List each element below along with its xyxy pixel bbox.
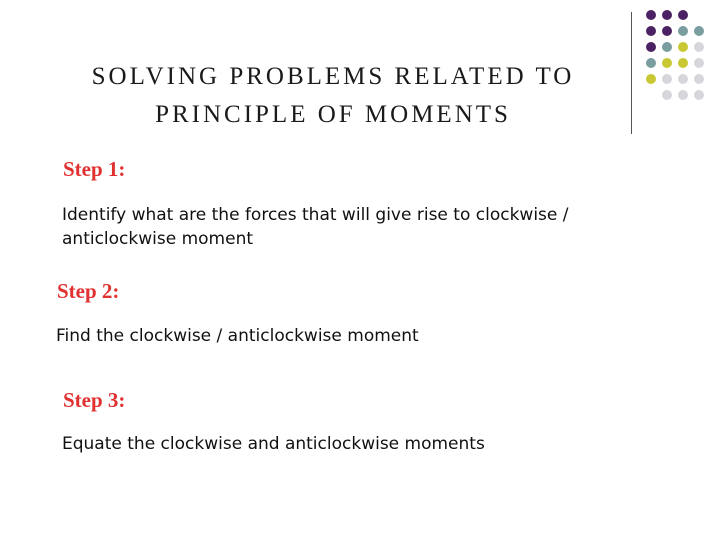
step-1-text: Identify what are the forces that will give rise to clockwise / anticlockwise moment (62, 205, 569, 249)
decorative-dot (694, 90, 704, 100)
decorative-dot (694, 42, 704, 52)
decorative-dot (646, 58, 656, 68)
decorative-dot (646, 10, 656, 20)
decorative-dot (662, 74, 672, 84)
title-divider (631, 12, 632, 134)
decorative-dot (678, 90, 688, 100)
decorative-dot (646, 42, 656, 52)
step-2-heading: Step 2: (57, 279, 120, 303)
decorative-dot (694, 58, 704, 68)
decorative-dot (646, 74, 656, 84)
decorative-dot (662, 90, 672, 100)
decorative-dot (678, 10, 688, 20)
step-2-text: Find the clockwise / anticlockwise moment (56, 326, 419, 346)
slide-title (40, 58, 626, 134)
decorative-dot (646, 26, 656, 36)
step-1-heading: Step 1: (63, 157, 126, 181)
decorative-dot (678, 74, 688, 84)
step-3-text: Equate the clockwise and anticlockwise moments (62, 434, 485, 454)
decorative-dot (694, 74, 704, 84)
decorative-dot (678, 26, 688, 36)
decorative-dot (662, 10, 672, 20)
decorative-dot (662, 26, 672, 36)
decorative-dot (662, 42, 672, 52)
decorative-dot-grid (648, 10, 724, 120)
decorative-dot (662, 58, 672, 68)
title-line-1: SOLVING PROBLEMS RELATED TO (91, 63, 575, 90)
step-3-heading: Step 3: (63, 388, 126, 412)
title-line-2: PRINCIPLE OF MOMENTS (155, 101, 511, 128)
decorative-dot (678, 58, 688, 68)
decorative-dot (678, 42, 688, 52)
decorative-dot (694, 26, 704, 36)
